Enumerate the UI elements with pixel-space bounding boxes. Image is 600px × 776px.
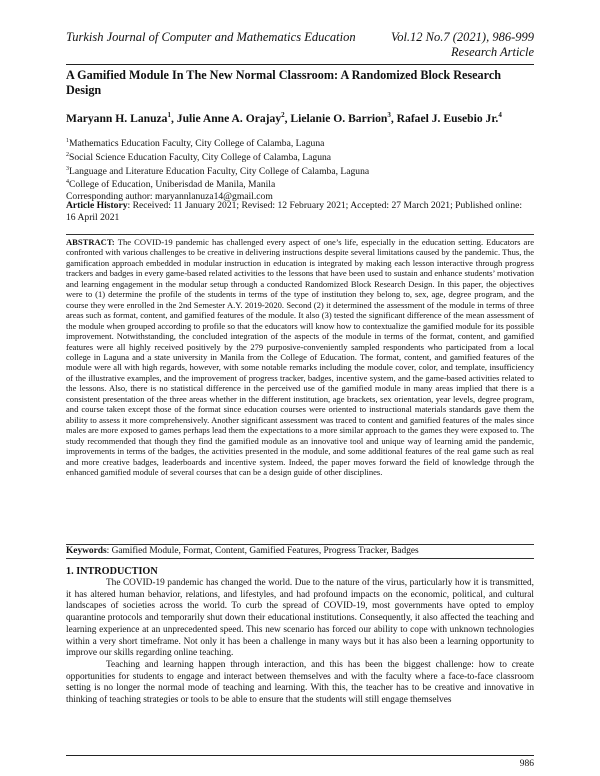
keywords-label: Keywords	[66, 546, 107, 556]
article-type: Research Article	[451, 45, 534, 59]
affiliation-text: Language and Literature Education Faculty, City College of Calamba, Laguna	[69, 165, 370, 177]
volume-info	[391, 30, 534, 60]
volume-issue: Vol.12 No.7 (2021), 986-999	[390, 30, 534, 44]
corresponding-author: Corresponding author: maryannlanuza14@gmail.com	[66, 191, 273, 203]
author-mark: 3	[387, 111, 391, 119]
author-name: Maryann H. Lanuza	[66, 111, 168, 125]
affiliation-mark: 3	[66, 165, 69, 172]
author-name: Julie Anne A. Orajay	[176, 111, 282, 125]
affiliation-mark: 4	[66, 179, 69, 186]
author-list: Maryann H. Lanuza$^1$, Julie Anne A. Orajay$^2$, Lielanie O. Barrion$^3$, Rafael J. Eusebio Jr.$^4$	[66, 111, 502, 125]
affiliation-item	[66, 177, 534, 191]
affiliation-text: College of Education, Uniberisdad de Manila, Manila	[69, 179, 276, 191]
keywords	[66, 545, 534, 559]
journal-name: Turkish Journal of Computer and Mathematics Education	[66, 30, 356, 44]
history-label: Article History	[66, 200, 128, 211]
keywords-text: : Gamified Module, Format, Content, Gamified Features, Progress Tracker, Badges	[106, 546, 419, 556]
affiliation-mark: 1	[66, 138, 69, 144]
author-mark: 2	[281, 111, 285, 119]
author-mark: 1	[167, 111, 171, 119]
abstract-label: ABSTRACT:	[66, 237, 115, 247]
abstract	[66, 234, 534, 545]
author-name: Rafael J. Eusebio Jr.	[396, 111, 499, 125]
affiliation-item	[66, 164, 534, 178]
introduction-body	[66, 578, 534, 707]
affiliations	[66, 136, 534, 203]
affiliation-item	[66, 150, 534, 164]
article-history	[66, 200, 534, 224]
author-name: Lielanie O. Barrion	[290, 111, 388, 125]
affiliation-mark: 2	[66, 151, 69, 158]
abstract-text: The COVID-19 pandemic has challenged every aspect of one’s life, especially in the education setting. Educators are confronted with various challenges to be creative in delivering instructions despite several limitations caused by the pandemic. Thus, the gamification approach embedded in modular instruction in education is integrated by making each lesson interactive through progress trackers and badges in every game-based related activities to the lessons that have been used to sustain and enhance students’ motivation and learning engagement in the modular setup through a conducted Randomized Block Research Design. In this paper, the objectives were to (1) determine the profile of the students in terms of the type of institution they belong to, sex, age, degree program, and the course they were enrolled in the 2nd Semester A.Y. 2019-2020. Second (2) it determined the assessment of the module in terms of three areas such as format, content, and gamified features of the module. It also (3) tested the significant difference of the mean assessment of the module when grouped according to profile so that the educators will know how to contextualize the gamified module for its possible improvement. Notwithstanding, the concluded integration of the aspects of the module in terms of the format, content, and gamified features were all highly received positively by the 279 purposive-conveniently sampled respondents who participated from a local college in Laguna and a state university in Manila from the College of Education. The format, content, and gamified features of the module were all with high regards, however, with some notable remarks including the module cover, color, and template, insufficiency of the illustrative examples, and the improvement of progress tracker, badges, incentive system, and the game-based activities related to the lessons. Also, there is no statistical difference in the perceived use of the gamified module in many areas implied that there is a consistent presentation of the three areas whether in the different institution, age brackets, sex orientation, year levels, degree program, and course taken except those of the format since education courses were oriented to instructional materials standards gave them the ability to assess it more comprehensively. Another significant assessment was traced to content and gamified features of the males since males are more exposed to games perhaps lead them the expectations to a more similar approach to the games they were exposed to. The study recommended that though they find the gamified module as an innovative tool and unique way of learning amid the pandemic, improvements in terms of the badges, the activities presented in the module, and some additional features of the real game such as real and more creative badges, leaderboards and incentive system. Indeed, the paper moves forward the field of knowledge through the enhanced gamified module of several courses that can be a design guide of other disciplines.	[66, 237, 534, 477]
paper-title: A Gamified Module In The New Normal Classroom: A Randomized Block Research Design	[66, 68, 502, 97]
body-paragraph: The COVID-19 pandemic has changed the world. Due to the nature of the virus, particularly how it is transmitted, it has altered human behavior, relations, and lifestyles, and had profound impacts on the economic, political, and cultural landscapes of societies across the world. To curb the spread of COVID-19, most governments have opted to employ quarantine protocols and temporarily shut down their educational institutions. Consequently, it also affected the teaching and learning experience at an unprecedented speed. This new scenario has forced our ability to cope with unknown technologies within a very short timeframe. Not only it has been a challenge in many ways but it has also been a learning opportunity to improve our skills regarding online teaching.	[66, 578, 534, 659]
page-number: 986	[519, 759, 534, 769]
affiliation-text: Mathematics Education Faculty, City College of Calamba, Laguna	[69, 138, 325, 150]
header-rule	[66, 64, 534, 65]
affiliation-item	[66, 136, 534, 150]
affiliation-text: Social Science Education Faculty, City College of Calamba, Laguna	[69, 151, 332, 163]
history-text: : Received: 11 January 2021; Revised: 12 February 2021; Accepted: 27 March 2021; Published online: 16 April 2021	[66, 200, 523, 223]
section-heading: 1. INTRODUCTION	[66, 566, 158, 577]
body-paragraph: Teaching and learning happen through interaction, and this has been the biggest challenge: how to create opportunities for students to engage and interact between themselves and with the faculty where a face-to-face classroom setting is no longer the normal mode of teaching and learning. With this, the teacher has to be creative and innovative in thinking of teaching strategies or tools to be able to ensure that the students will still engage themselves	[66, 659, 534, 706]
footer-rule	[66, 755, 534, 756]
author-mark: 4	[498, 111, 502, 119]
